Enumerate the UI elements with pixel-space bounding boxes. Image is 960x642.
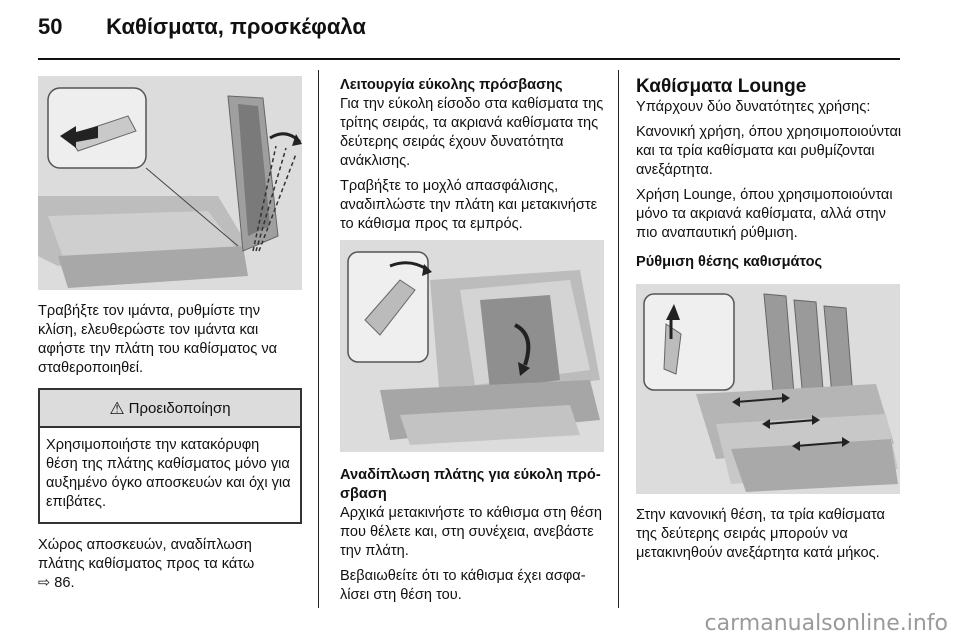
page-reference-link[interactable]: 86. bbox=[54, 575, 75, 591]
warning-text: Χρησιμοποιήστε την κατακόρυφη θέση της πλάτης καθίσματος μόνο για αυξημένο όγκο αποσκευών και όχι για επιβάτες. bbox=[46, 437, 291, 510]
warning-title: Προειδοποίηση bbox=[128, 399, 231, 417]
column-separator bbox=[318, 70, 319, 608]
warning-title-bar bbox=[40, 390, 300, 428]
section-title: Καθίσματα Lounge bbox=[636, 76, 807, 97]
watermark: carmanualsonline.info bbox=[704, 611, 948, 636]
section-heading: Λειτουργία εύκολης πρόσβασης bbox=[340, 77, 563, 93]
section-heading: Ρύθμιση θέσης καθισμάτος bbox=[636, 254, 823, 270]
page-number: 50 bbox=[38, 14, 63, 39]
header-rule bbox=[38, 58, 900, 60]
paragraph bbox=[38, 536, 302, 593]
page-reference-icon: ⇨ bbox=[38, 575, 51, 591]
paragraph: Για την εύκολη είσοδο στα καθίσματα της τρίτης σειράς, τα ακριανά καθίσματα της δεύτερης σειράς έχουν δυνατότητα ανάκλισης. bbox=[340, 96, 604, 169]
paragraph: Κανονική χρήση, όπου χρησιμοποιούνται και τα τρία καθίσματα και ρυθμίζονται ανεξάρτητα. bbox=[636, 124, 902, 178]
paragraph: Υπάρχουν δύο δυνατότητες χρήσης: bbox=[636, 99, 871, 115]
column-2 bbox=[340, 70, 604, 611]
paragraph: Τραβήξτε το μοχλό απασφάλισης, αναδιπλώστε την πλάτη και μετακινήστε το κάθισμα προς τα εμπρός. bbox=[340, 178, 598, 232]
page-header bbox=[38, 14, 366, 46]
section-heading: Αναδίπλωση πλάτης για εύκολη πρόσβαση bbox=[340, 467, 601, 502]
column-3 bbox=[636, 70, 902, 569]
paragraph: Τραβήξτε τον ιμάντα, ρυθμίστε την κλίση, ελευθερώστε τον ιμάντα και αφήστε την πλάτη του καθίσματος να σταθεροποιηθεί. bbox=[38, 303, 278, 376]
cross-reference-text: Χώρος αποσκευών, αναδίπλωση πλάτης καθίσματος προς τα κάτω bbox=[38, 537, 255, 572]
seat-recline-illustration bbox=[38, 76, 302, 290]
warning-triangle-icon: ⚠ bbox=[109, 398, 125, 418]
seat-slide-illustration bbox=[636, 284, 900, 494]
paragraph: Στην κανονική θέση, τα τρία καθίσματα της δεύτερης σειράς μπορούν να μετακινηθούν ανεξάρτητα κατά μήκος. bbox=[636, 507, 885, 561]
column-separator bbox=[618, 70, 619, 608]
warning-box bbox=[38, 388, 302, 524]
paragraph: Χρήση Lounge, όπου χρησιμοποιούνται μόνο τα ακριανά καθίσματα, αλλά στην πιο αναπαυτική ρύθμιση. bbox=[636, 187, 893, 241]
easy-access-illustration bbox=[340, 240, 604, 452]
column-1 bbox=[38, 70, 302, 599]
paragraph: Αρχικά μετακινήστε το κάθισμα στη θέση που θέλετε και, στη συνέχεια, ανεβάστε την πλάτη. bbox=[340, 505, 602, 559]
page-title: Καθίσματα, προσκέφαλα bbox=[106, 14, 366, 39]
paragraph: Βεβαιωθείτε ότι το κάθισμα έχει ασφαλίσει στη θέση του. bbox=[340, 568, 586, 603]
